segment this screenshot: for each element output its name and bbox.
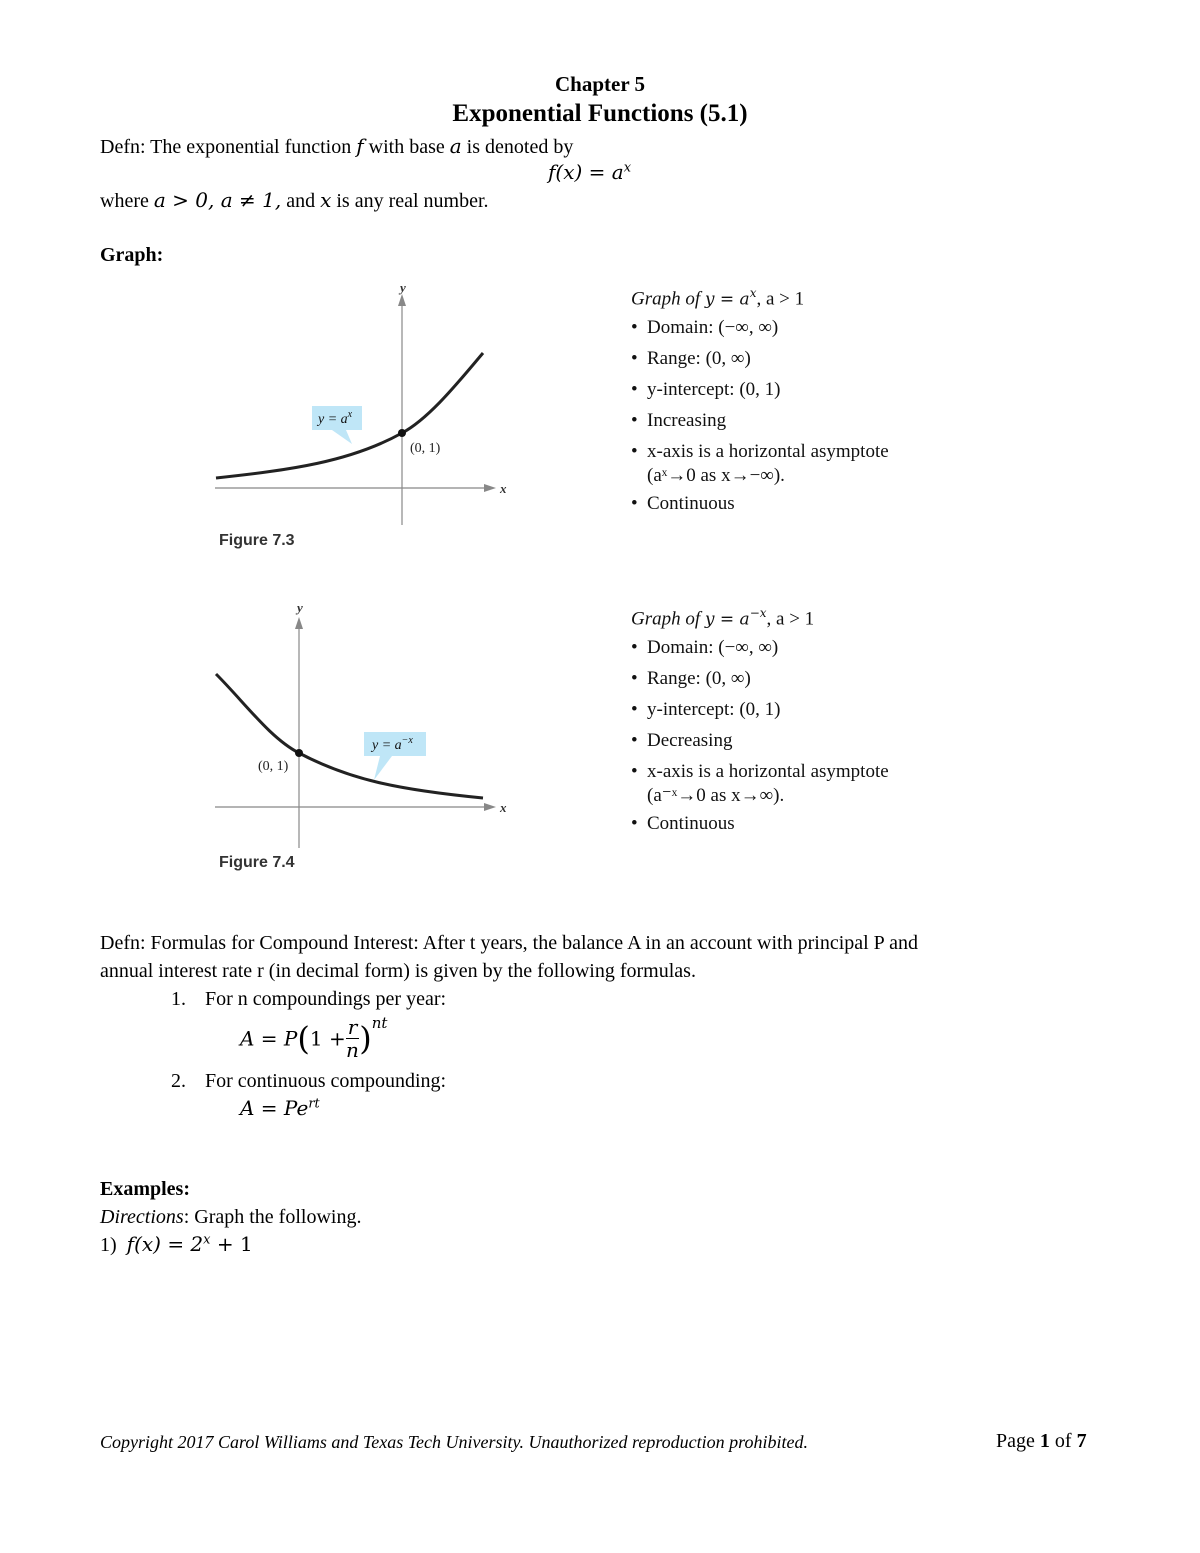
examples-heading: Examples:	[100, 1178, 190, 1200]
figure1-item-asymptote: • x-axis is a horizontal asymptote (aˣ→0 as x→−∞).	[631, 441, 889, 487]
figure1-x-label: x	[500, 481, 507, 496]
figure2-caption: Figure 7.4	[219, 854, 295, 871]
formula1-one-plus: 1 +	[309, 1026, 346, 1051]
figure2-graph	[200, 598, 520, 853]
figure2-x-label: x	[500, 800, 507, 815]
defn1-formula	[548, 160, 631, 184]
defn1-where: where	[100, 190, 154, 212]
formula1-lhs: A = P	[240, 1026, 298, 1051]
figure1-curve-label: $y = a^x$	[318, 409, 353, 427]
defn1-text-a: Defn: The exponential function	[100, 136, 357, 158]
directions	[100, 1206, 361, 1229]
defn2-item2-number: 2.	[171, 1070, 186, 1092]
defn1-text-b: with base	[363, 136, 450, 158]
figure1-box-title: Graph of $y = a^x$, a > 1	[631, 286, 805, 310]
figure1-caption: Figure 7.3	[219, 532, 295, 549]
defn1-x: x	[320, 188, 332, 212]
defn1-and: and	[281, 190, 321, 212]
defn1-a: a	[449, 134, 462, 158]
figure1-intercept-point	[398, 429, 406, 437]
example-1	[100, 1232, 253, 1257]
formula-compound-n	[240, 1016, 387, 1076]
defn2-item1-number: 1.	[171, 988, 186, 1010]
defn1-formula-base: f(x) = a	[548, 160, 624, 184]
figure1-item-domain: • Domain: (−∞, ∞)	[631, 317, 779, 339]
example-1-number: 1)	[100, 1234, 117, 1256]
footer-copyright: Copyright 2017 Carol Williams and Texas Tech University. Unauthorized reproduction prohibited.	[100, 1432, 809, 1452]
example-1-function: f(x) = 2	[126, 1232, 204, 1256]
figure2-curve	[216, 674, 483, 798]
formula1-denominator: n	[346, 1038, 359, 1062]
defn1-f: f	[356, 134, 364, 158]
defn1-conditions: a > 0, a ≠ 1,	[153, 188, 282, 212]
figure1-point-label: (0, 1)	[410, 441, 441, 456]
figure2-item-domain: • Domain: (−∞, ∞)	[631, 637, 779, 659]
figure1-x-arrow	[484, 484, 496, 492]
formula2-base: A = Pe	[240, 1096, 309, 1120]
directions-label: Directions	[100, 1206, 184, 1228]
defn1-line1	[100, 134, 573, 159]
formula1-numerator: r	[347, 1015, 358, 1039]
directions-text: : Graph the following.	[183, 1206, 362, 1228]
example-1-tail: + 1	[210, 1232, 253, 1256]
figure2-curve-label-pointer	[374, 756, 392, 780]
figure1-curve-label-pointer	[332, 430, 352, 444]
formula1-lparen: (	[297, 1019, 310, 1058]
figure2-x-arrow	[484, 803, 496, 811]
formula-continuous	[240, 1096, 320, 1120]
figure2-properties	[631, 600, 951, 839]
figure2-curve-label: $y = a^{-x}$	[372, 735, 413, 753]
defn2-item1: For n compoundings per year:	[205, 988, 447, 1010]
figure1-y-label: y	[400, 280, 406, 295]
formula2-exponent: rt	[308, 1096, 320, 1112]
figure1-item-intercept: • y-intercept: (0, 1)	[631, 379, 781, 401]
figure2-item-range: • Range: (0, ∞)	[631, 668, 751, 690]
figure1-graph	[200, 280, 520, 535]
formula1-exponent: nt	[371, 1014, 388, 1032]
defn2-line1: Defn: Formulas for Compound Interest: After t years, the balance A in an account with principal P and	[100, 932, 918, 954]
defn2-line2: annual interest rate r (in decimal form) is given by the following formulas.	[100, 960, 696, 982]
defn1-real: is any real number.	[331, 190, 489, 212]
defn1-line3	[100, 188, 489, 213]
defn2-item2: For continuous compounding:	[205, 1070, 447, 1092]
figure2-point-label: (0, 1)	[258, 759, 289, 774]
figure2-item-continuous: • Continuous	[631, 813, 735, 835]
figure2-item-decreasing: • Decreasing	[631, 730, 733, 752]
figure1-item-continuous: • Continuous	[631, 493, 735, 515]
figure2-item-intercept: • y-intercept: (0, 1)	[631, 699, 781, 721]
defn1-formula-exp: x	[623, 160, 632, 176]
figure1-item-increasing: • Increasing	[631, 410, 727, 432]
figure2-y-arrow	[295, 617, 303, 629]
figure2-intercept-point	[295, 749, 303, 757]
figure1-properties	[631, 280, 951, 519]
figure1-item-range: • Range: (0, ∞)	[631, 348, 751, 370]
chapter-label: Chapter 5	[554, 72, 646, 96]
formula1-rparen: )	[359, 1019, 372, 1058]
example-1-exponent: x	[203, 1232, 211, 1248]
figure2-item-asymptote: • x-axis is a horizontal asymptote (a⁻ˣ→0 as x→∞).	[631, 761, 889, 807]
defn1-text-c: is denoted by	[461, 136, 574, 158]
figure1-y-arrow	[398, 294, 406, 306]
footer-page-number: Page 1 of 7	[996, 1430, 1087, 1452]
figure2-box-title: Graph of $y = a^{-x}$, a > 1	[631, 606, 815, 630]
page-title: Exponential Functions (5.1)	[452, 100, 748, 127]
graph-heading: Graph:	[100, 244, 164, 266]
formula1-fraction	[346, 1016, 360, 1061]
figure2-y-label: y	[297, 600, 303, 615]
